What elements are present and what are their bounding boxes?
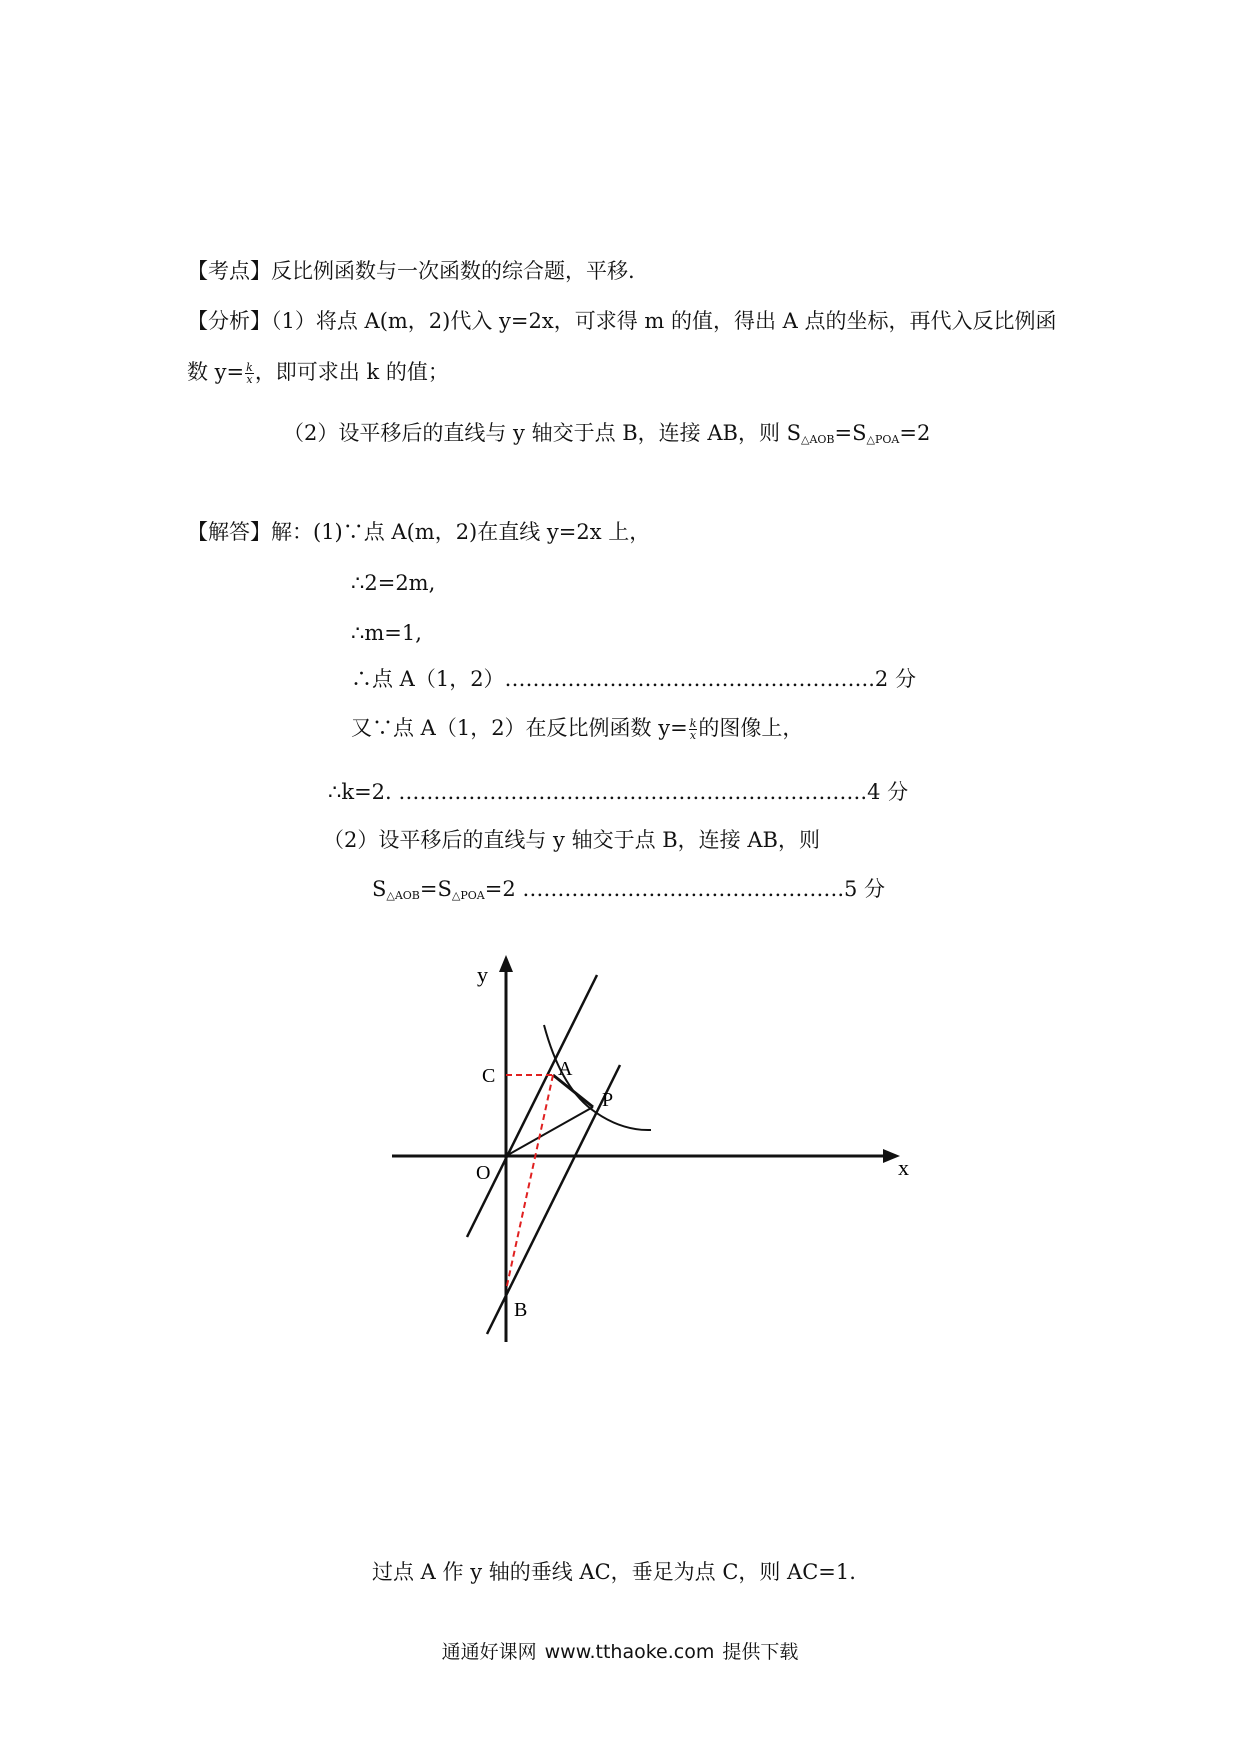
footer-url[interactable]: www.tthaoke.com bbox=[544, 1641, 715, 1663]
jieda-text-1: 解：(1)∵点 A(m，2)在直线 y=2x 上， bbox=[271, 520, 651, 544]
dashed-AB bbox=[506, 1075, 553, 1290]
fraction-k-over-x-2: $\frac{k}{x}$ bbox=[689, 717, 697, 742]
fenxi-text-3-prefix: （2）设平移后的直线与 y 轴交于点 B，连接 AB，则 S bbox=[283, 421, 802, 445]
subscript-poa: △POA bbox=[866, 433, 900, 446]
fenxi-line-2 bbox=[187, 362, 449, 385]
geometry-figure bbox=[380, 945, 920, 1345]
fraction-k-over-x: $\frac{k}{x}$ bbox=[246, 361, 253, 386]
fenxi-line-1 bbox=[187, 311, 1056, 332]
subscript-poa-2: △POA bbox=[451, 889, 485, 902]
fenxi-text-1: （1）将点 A(m，2)代入 y=2x，可求得 m 的值，得出 A 点的坐标，再代入反比例函 bbox=[271, 309, 1057, 333]
jieda-line-3: ∴m=1, bbox=[351, 621, 422, 645]
label-O: O bbox=[476, 1162, 491, 1184]
label-P: P bbox=[602, 1089, 614, 1111]
jieda-line-1 bbox=[187, 522, 650, 543]
label-B: B bbox=[514, 1299, 528, 1321]
fenxi-tag: 【分析】 bbox=[187, 309, 271, 333]
jieda-text-8-mid: =S bbox=[419, 877, 452, 901]
label-x: x bbox=[898, 1155, 909, 1180]
jieda-line-5 bbox=[351, 718, 803, 741]
jieda-text-5-suffix: 的图像上， bbox=[698, 716, 804, 740]
jieda-text-8-prefix: S bbox=[372, 877, 387, 901]
fenxi-text-2-suffix: ，即可求出 k 的值； bbox=[254, 360, 449, 384]
y-axis-arrow bbox=[499, 955, 513, 972]
label-A: A bbox=[558, 1058, 573, 1080]
jieda-line-4: ∴点 A（1，2）……………………………………………..2 分 bbox=[351, 667, 916, 691]
subscript-aob: △AOB bbox=[801, 433, 835, 446]
fenxi-line-3 bbox=[283, 423, 930, 445]
page-footer bbox=[0, 1637, 1240, 1664]
fenxi-text-2-prefix: 数 y= bbox=[187, 360, 245, 384]
jieda-line-8 bbox=[372, 879, 885, 901]
label-y: y bbox=[477, 962, 488, 987]
jieda-text-5-prefix: 又∵点 A（1，2）在反比例函数 y= bbox=[351, 716, 688, 740]
subscript-aob-2: △AOB bbox=[386, 889, 420, 902]
fenxi-text-3-mid: =S bbox=[834, 421, 867, 445]
jieda-tag: 【解答】 bbox=[187, 520, 271, 544]
jieda-text-8-suffix: =2 ……………………………………….5 分 bbox=[484, 877, 886, 901]
kaodian-tag: 【考点】 bbox=[187, 259, 271, 283]
jieda-line-2: ∴2=2m, bbox=[351, 571, 436, 595]
line-y-equals-2x bbox=[467, 975, 597, 1237]
after-figure-text: 过点 A 作 y 轴的垂线 AC，垂足为点 C，则 AC=1. bbox=[372, 1560, 856, 1584]
jieda-line-7: （2）设平移后的直线与 y 轴交于点 B，连接 AB，则 bbox=[323, 828, 820, 852]
footer-site-name: 通通好课网 bbox=[441, 1641, 537, 1663]
kaodian-line bbox=[187, 261, 635, 282]
fenxi-text-3-suffix: =2 bbox=[899, 421, 931, 445]
jieda-line-6: ∴k=2. ………………………………………………………….4 分 bbox=[328, 780, 909, 804]
kaodian-text: 反比例函数与一次函数的综合题，平移. bbox=[271, 259, 635, 283]
label-C: C bbox=[482, 1065, 496, 1087]
footer-note: 提供下载 bbox=[722, 1641, 799, 1663]
